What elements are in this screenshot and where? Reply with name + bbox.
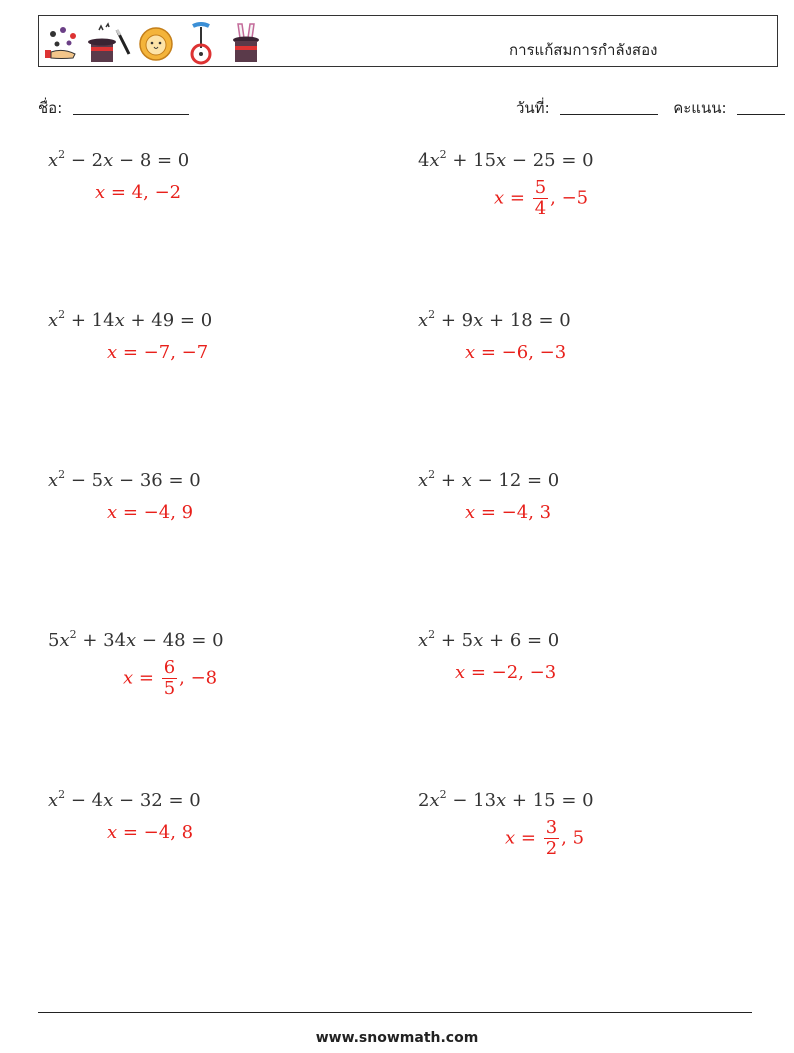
- problem-answer: x = −6, −3: [465, 342, 567, 363]
- header-box: [38, 15, 778, 67]
- date-score-fields: [516, 96, 785, 120]
- problem-equation: $x^2 + 5x + 6 = 0$: [418, 628, 560, 651]
- date-label: วันที่:: [516, 99, 550, 117]
- problem-answer: x = $\frac{5}{4}$ , −5: [494, 177, 589, 219]
- problem-equation: $x^2 + x - 12 = 0$: [418, 468, 560, 491]
- magic-wand-icon: [117, 30, 129, 54]
- problem-answer: x = −4, 3: [465, 502, 552, 523]
- problem-equation: $x^2 - 4x - 32 = 0$: [48, 788, 201, 811]
- problem-answer: x = −7, −7: [107, 342, 209, 363]
- problem-equation: $x^2 + 9x + 18 = 0$: [418, 308, 571, 331]
- problem-answer: x = −2, −3: [455, 662, 557, 683]
- name-blank[interactable]: [73, 98, 189, 115]
- problem-answer: x = $\frac{6}{5}$ , −8: [123, 657, 218, 699]
- problem-equation: $2x^2 - 13x + 15 = 0$: [418, 788, 594, 811]
- problem-equation: $4x^2 + 15x - 25 = 0$: [418, 148, 594, 171]
- problem-answer: x = −4, 8: [107, 822, 194, 843]
- name-field: [38, 96, 189, 120]
- juggling-hand-icon: [45, 27, 76, 59]
- problem-equation: $5x^2 + 34x - 48 = 0$: [48, 628, 224, 651]
- problem-answer: x = 4, −2: [95, 182, 182, 203]
- worksheet-title: การแก้สมการกำลังสอง: [509, 41, 658, 59]
- magic-hat-icon: [88, 24, 116, 62]
- unicycle-icon: [192, 24, 210, 63]
- problem-answer: x = $\frac{3}{2}$ , 5: [505, 817, 585, 859]
- problem-equation: $x^2 + 14x + 49 = 0$: [48, 308, 213, 331]
- problem-answer: x = −4, 9: [107, 502, 194, 523]
- footer-site: www.snowmath.com: [315, 1030, 479, 1046]
- header-icons: [43, 18, 273, 66]
- score-label: คะแนน:: [673, 99, 727, 117]
- footer-divider: [38, 1012, 752, 1013]
- problem-equation: $x^2 - 2x - 8 = 0$: [48, 148, 190, 171]
- name-label: ชื่อ:: [38, 99, 63, 117]
- lion-icon: [140, 28, 172, 60]
- score-blank[interactable]: [737, 98, 785, 115]
- rabbit-in-hat-icon: [233, 24, 259, 62]
- problem-equation: $x^2 - 5x - 36 = 0$: [48, 468, 201, 491]
- date-blank[interactable]: [560, 98, 658, 115]
